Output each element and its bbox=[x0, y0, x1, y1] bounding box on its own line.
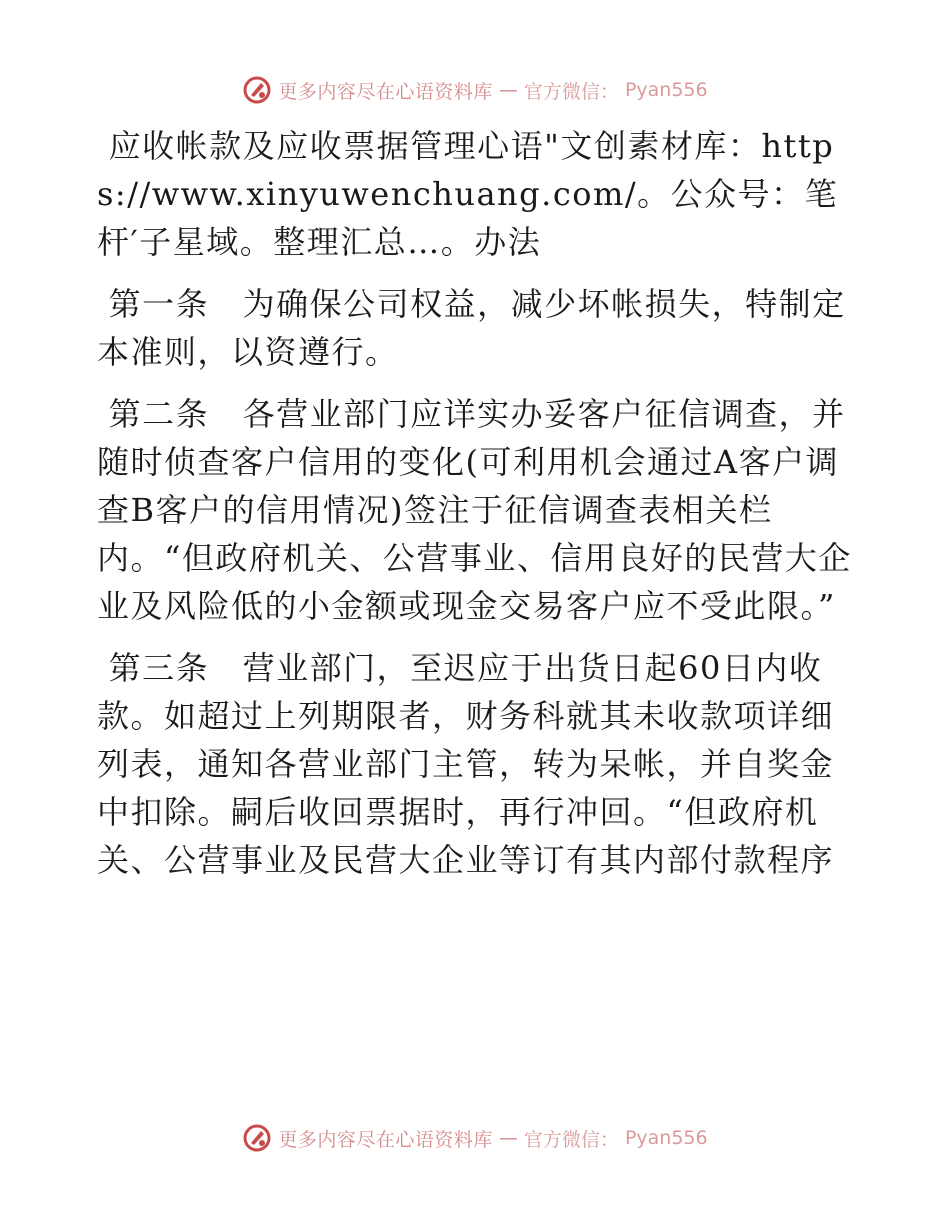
document-body bbox=[97, 122, 857, 898]
watermark-separator: — bbox=[498, 79, 518, 101]
watermark-account: Pyan556 bbox=[624, 79, 708, 101]
header-watermark bbox=[0, 70, 950, 110]
watermark-official-label: 官方微信： bbox=[523, 80, 619, 103]
watermark-official-label: 官方微信： bbox=[523, 1128, 619, 1151]
paragraph-title: 应收帐款及应收票据管理心语"文创素材库：https://www.xinyuwenchuang.com/。公众号：笔杆′子星域。整理汇总…。办法 bbox=[97, 127, 839, 261]
watermark-text: 更多内容尽在心语资料库 bbox=[278, 80, 493, 103]
paragraph-article-3: 第三条 营业部门，至迟应于出货日起60日内收款。如超过上列期限者，财务科就其未收款项详细列表，通知各营业部门主管，转为呆帐，并自奖金中扣除。嗣后收回票据时，再行冲回。“但政府机关、公营事业及民营大企业等订有其内部付款程序 bbox=[97, 649, 835, 879]
watermark-text: 更多内容尽在心语资料库 bbox=[278, 1128, 493, 1151]
brand-logo-icon bbox=[242, 75, 272, 105]
paragraph-article-2: 第二条 各营业部门应详实办妥客户征信调查，并随时侦查客户信用的变化(可利用机会通过A客户调查B客户的信用情况)签注于征信调查表相关栏内。“但政府机关、公营事业、信用良好的民营大企业及风险低的小金额或现金交易客户应不受此限。” bbox=[97, 395, 852, 625]
paragraph-article-1: 第一条 为确保公司权益，减少坏帐损失，特制定本准则，以资遵行。 bbox=[97, 285, 846, 371]
footer-watermark bbox=[0, 1118, 950, 1158]
brand-logo-icon bbox=[242, 1123, 272, 1153]
watermark-account: Pyan556 bbox=[624, 1127, 708, 1149]
watermark-separator: — bbox=[498, 1127, 518, 1149]
